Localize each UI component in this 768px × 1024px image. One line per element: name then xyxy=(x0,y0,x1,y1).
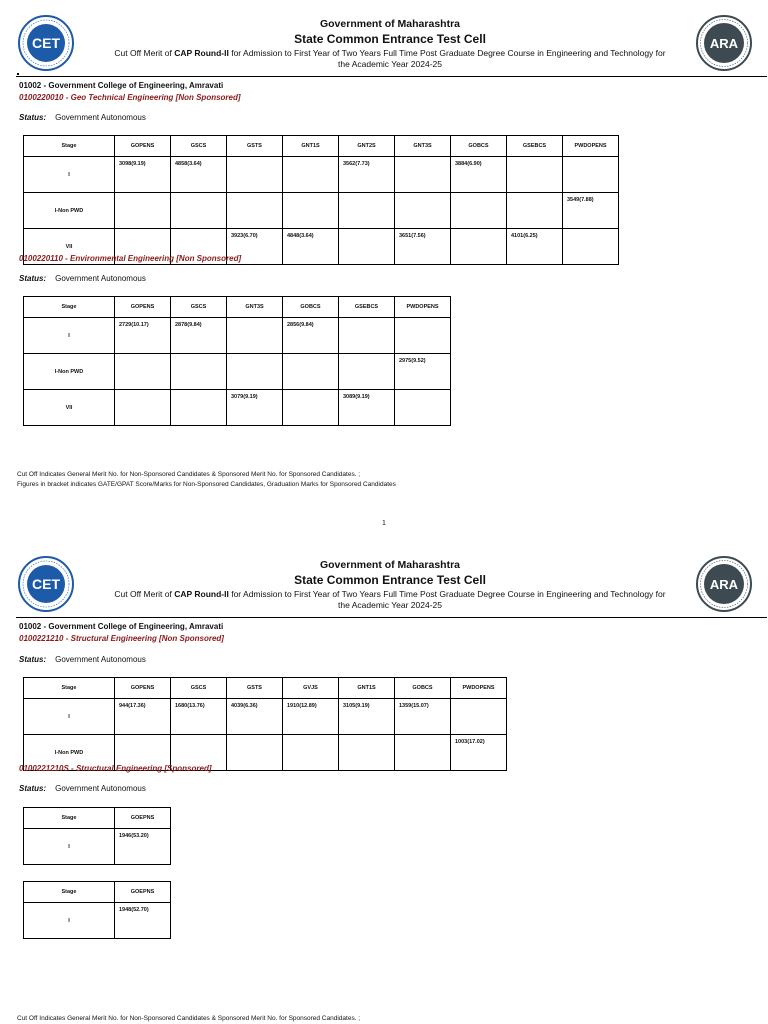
cutoff-cell xyxy=(171,193,227,229)
cutoff-table xyxy=(23,807,171,865)
cutoff-cell xyxy=(283,390,339,426)
cutoff-cell: 2878(9.84) xyxy=(171,318,227,354)
college-name: 01002 - Government College of Engineering, Amravati xyxy=(19,81,224,90)
column-header: GOPENS xyxy=(115,136,171,157)
cutoff-cell xyxy=(227,318,283,354)
cell-title: State Common Entrance Test Cell xyxy=(294,573,486,587)
cutoff-cell xyxy=(227,735,283,771)
table-row xyxy=(24,390,451,426)
column-header: GVJS xyxy=(283,678,339,699)
cutoff-cell xyxy=(395,157,451,193)
cutoff-cell xyxy=(563,157,619,193)
stage-cell: I-Non PWD xyxy=(24,354,115,390)
cutoff-cell: 1359(15.07) xyxy=(395,699,451,735)
cutoff-cell xyxy=(115,390,171,426)
cutoff-table xyxy=(23,135,619,265)
column-header: GSCS xyxy=(171,297,227,318)
cutoff-cell xyxy=(227,157,283,193)
cell-title: State Common Entrance Test Cell xyxy=(294,32,486,46)
cutoff-cell xyxy=(171,390,227,426)
svg-text:CET: CET xyxy=(32,576,60,592)
column-header: GNT2S xyxy=(339,136,395,157)
header-rule xyxy=(16,617,767,618)
course-title: 0100221210S - Structural Engineering [Sponsored] xyxy=(19,764,212,773)
cutoff-cell: 1003(17.02) xyxy=(451,735,507,771)
cutoff-cell xyxy=(339,193,395,229)
cutoff-cell: 3079(9.19) xyxy=(227,390,283,426)
cutoff-cell: 1946(53.20) xyxy=(115,829,171,865)
column-header: GOPENS xyxy=(115,678,171,699)
cet-logo xyxy=(18,556,74,612)
report-subtitle: Cut Off Merit of CAP Round-II for Admission to First Year of Two Years Full Time Post Graduate Degree Course in Engineering and Technology for the Academic Year 2024-25 xyxy=(114,589,666,610)
svg-text:CET: CET xyxy=(32,35,60,51)
table-header-row xyxy=(24,882,171,903)
course-status: Status: Government Autonomous xyxy=(19,113,146,122)
cutoff-cell: 2975(9.52) xyxy=(395,354,451,390)
cutoff-cell xyxy=(227,354,283,390)
cutoff-cell: 1680(13.76) xyxy=(171,699,227,735)
cutoff-cell xyxy=(339,229,395,265)
page-number: 1 xyxy=(382,520,386,527)
cutoff-cell: 4858(3.64) xyxy=(171,157,227,193)
column-header: GOBCS xyxy=(395,678,451,699)
course-title: 0100220010 - Geo Technical Engineering [Non Sponsored] xyxy=(19,93,241,102)
column-header: Stage xyxy=(24,882,115,903)
column-header: GSEBCS xyxy=(507,136,563,157)
cutoff-cell xyxy=(171,354,227,390)
stage-cell: I xyxy=(24,903,115,939)
cutoff-cell xyxy=(451,193,507,229)
cutoff-cell: 1948(52.70) xyxy=(115,903,171,939)
stage-cell: I xyxy=(24,157,115,193)
cutoff-cell xyxy=(395,193,451,229)
course-status: Status: Government Autonomous xyxy=(19,655,146,664)
cutoff-table xyxy=(23,677,507,771)
stage-cell: I xyxy=(24,829,115,865)
table-row xyxy=(24,829,171,865)
cutoff-cell: 4848(3.64) xyxy=(283,229,339,265)
table-row xyxy=(24,318,451,354)
cutoff-table xyxy=(23,296,451,426)
column-header: Stage xyxy=(24,136,115,157)
cutoff-cell xyxy=(283,193,339,229)
cutoff-cell xyxy=(451,699,507,735)
cutoff-cell: 3105(9.19) xyxy=(339,699,395,735)
cutoff-cell xyxy=(115,193,171,229)
cutoff-cell xyxy=(339,354,395,390)
course-status: Status: Government Autonomous xyxy=(19,784,146,793)
cutoff-cell xyxy=(563,229,619,265)
college-name: 01002 - Government College of Engineering, Amravati xyxy=(19,622,224,631)
svg-text:ARA: ARA xyxy=(709,577,739,592)
cutoff-cell: 4039(6.36) xyxy=(227,699,283,735)
cutoff-table xyxy=(23,881,171,939)
column-header: GNT1S xyxy=(283,136,339,157)
cutoff-cell: 2856(9.84) xyxy=(283,318,339,354)
stage-cell: I xyxy=(24,699,115,735)
government-title: Government of Maharashtra xyxy=(319,559,461,571)
column-header: GOPENS xyxy=(115,297,171,318)
cutoff-cell: 3884(6.90) xyxy=(451,157,507,193)
stage-cell: I-Non PWD xyxy=(24,193,115,229)
cutoff-cell xyxy=(283,735,339,771)
cutoff-cell: 944(17.36) xyxy=(115,699,171,735)
cutoff-cell: 3089(9.19) xyxy=(339,390,395,426)
cutoff-cell: 4101(6.25) xyxy=(507,229,563,265)
cutoff-cell xyxy=(395,390,451,426)
government-title: Government of Maharashtra xyxy=(319,18,461,30)
cutoff-cell xyxy=(283,157,339,193)
column-header: Stage xyxy=(24,678,115,699)
course-title: 0100221210 - Structural Engineering [Non Sponsored] xyxy=(19,634,224,643)
cutoff-cell xyxy=(339,735,395,771)
table-header-row xyxy=(24,678,507,699)
column-header: Stage xyxy=(24,808,115,829)
table-header-row xyxy=(24,136,619,157)
cutoff-cell: 3651(7.56) xyxy=(395,229,451,265)
column-header: Stage xyxy=(24,297,115,318)
column-header: GSCS xyxy=(171,136,227,157)
stage-cell: VII xyxy=(24,390,115,426)
cutoff-cell xyxy=(451,229,507,265)
cutoff-cell xyxy=(395,735,451,771)
table-row xyxy=(24,903,171,939)
table-row xyxy=(24,157,619,193)
cutoff-cell xyxy=(395,318,451,354)
stage-cell: VII xyxy=(24,229,115,265)
column-header: GNT1S xyxy=(339,678,395,699)
ara-logo xyxy=(696,556,752,612)
column-header: GSTS xyxy=(227,136,283,157)
column-header: GSTS xyxy=(227,678,283,699)
table-header-row xyxy=(24,808,171,829)
cutoff-cell xyxy=(339,318,395,354)
header-tick xyxy=(17,73,19,75)
cutoff-cell: 3562(7.73) xyxy=(339,157,395,193)
cutoff-cell: 3098(9.19) xyxy=(115,157,171,193)
course-status: Status: Government Autonomous xyxy=(19,274,146,283)
cutoff-cell xyxy=(115,354,171,390)
report-page-2 xyxy=(0,541,768,1024)
column-header: PWDOPENS xyxy=(395,297,451,318)
cutoff-cell xyxy=(507,157,563,193)
footnote-brackets: Figures in bracket indicates GATE/GPAT Score/Marks for Non-Sponsored Candidates, Graduation Marks for Sponsored Candidates xyxy=(17,481,396,488)
column-header: GSCS xyxy=(171,678,227,699)
stage-cell: I-Non PWD xyxy=(24,735,115,771)
column-header: GNT3S xyxy=(227,297,283,318)
course-title: 0100220110 - Environmental Engineering [Non Sponsored] xyxy=(19,254,242,263)
column-header: GOBCS xyxy=(451,136,507,157)
table-row xyxy=(24,699,507,735)
cutoff-cell xyxy=(507,193,563,229)
footnote-cutoff: Cut Off Indicates General Merit No. for Non-Sponsored Candidates & Sponsored Merit No. for Sponsored Candidates. ; xyxy=(17,1015,361,1022)
table-header-row xyxy=(24,297,451,318)
header-rule xyxy=(16,76,767,77)
column-header: GOEPNS xyxy=(115,882,171,903)
report-subtitle: Cut Off Merit of CAP Round-II for Admission to First Year of Two Years Full Time Post Graduate Degree Course in Engineering and Technology for the Academic Year 2024-25 xyxy=(114,48,666,69)
column-header: GOBCS xyxy=(283,297,339,318)
table-row xyxy=(24,193,619,229)
cutoff-cell: 1910(12.89) xyxy=(283,699,339,735)
stage-cell: I xyxy=(24,318,115,354)
table-row xyxy=(24,354,451,390)
cet-logo xyxy=(18,15,74,71)
cutoff-cell: 3923(6.70) xyxy=(227,229,283,265)
ara-logo xyxy=(696,15,752,71)
column-header: PWDOPENS xyxy=(563,136,619,157)
column-header: GNT3S xyxy=(395,136,451,157)
column-header: GOEPNS xyxy=(115,808,171,829)
column-header: PWDOPENS xyxy=(451,678,507,699)
cutoff-cell: 2729(10.17) xyxy=(115,318,171,354)
footnote-cutoff: Cut Off Indicates General Merit No. for Non-Sponsored Candidates & Sponsored Merit No. for Sponsored Candidates. ; xyxy=(17,471,361,478)
svg-text:ARA: ARA xyxy=(709,36,739,51)
cutoff-cell xyxy=(227,193,283,229)
cutoff-cell xyxy=(283,354,339,390)
cutoff-cell: 3549(7.88) xyxy=(563,193,619,229)
column-header: GSEBCS xyxy=(339,297,395,318)
